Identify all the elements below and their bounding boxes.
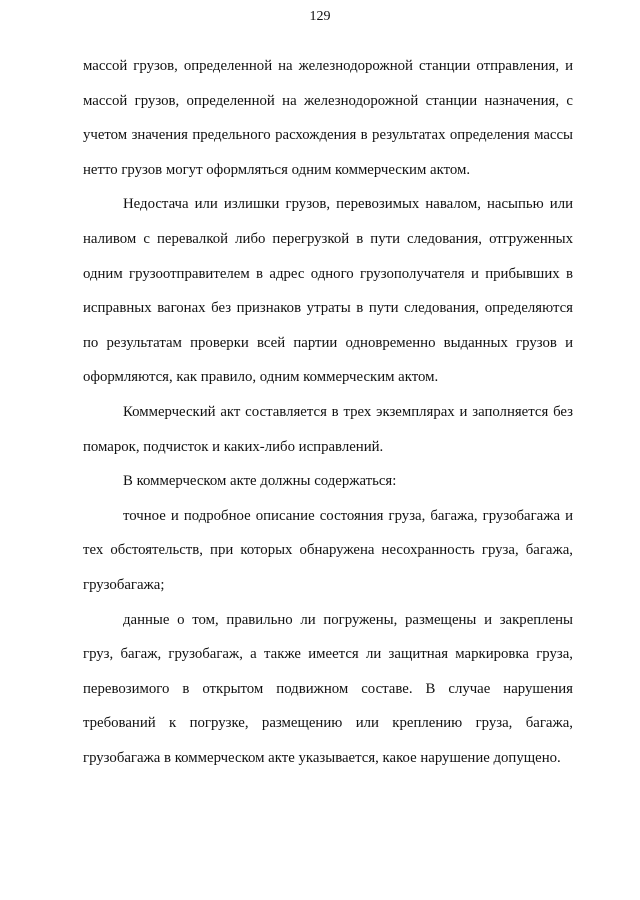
page-number: 129 — [309, 9, 331, 24]
paragraph-act-copies: Коммерческий акт составляется в трех экземплярах и заполняется без помарок, подчисток и каких-либо исправлений. — [83, 403, 573, 455]
paragraph-continuation: массой грузов, определенной на железнодорожной станции отправления, и массой грузов, определенной на железнодорожной станции назначения, с учетом значения предельного расхождения в результатах определения массы нетто грузов могут оформляться одним коммерческим актом. — [83, 58, 573, 178]
document-body — [83, 49, 573, 775]
paragraph-condition-description: точное и подробное описание состояния груза, багажа, грузобагажа и тех обстоятельств, при которых обнаружена несохранность груза, багажа, грузобагажа; — [83, 507, 573, 593]
paragraph-loading-data: данные о том, правильно ли погружены, размещены и закреплены груз, багаж, грузобагаж, а также имеется ли защитная маркировка груза, перевозимого в открытом подвижном составе. В случае нарушения требований к погрузке, размещению или креплению груза, багажа, грузобагажа в коммерческом акте указывается, какое нарушение допущено. — [83, 611, 573, 766]
paragraph-act-contents-intro: В коммерческом акте должны содержаться: — [123, 473, 397, 490]
paragraph-shortage-surplus: Недостача или излишки грузов, перевозимых навалом, насыпью или наливом с перевалкой либо перегрузкой в пути следования, отгруженных одним грузоотправителем в адрес одного грузополучателя и прибывших в исправных вагонах без признаков утраты в пути следования, определяются по результатам проверки всей партии одновременно выданных грузов и оформляются, как правило, одним коммерческим актом. — [83, 196, 573, 386]
